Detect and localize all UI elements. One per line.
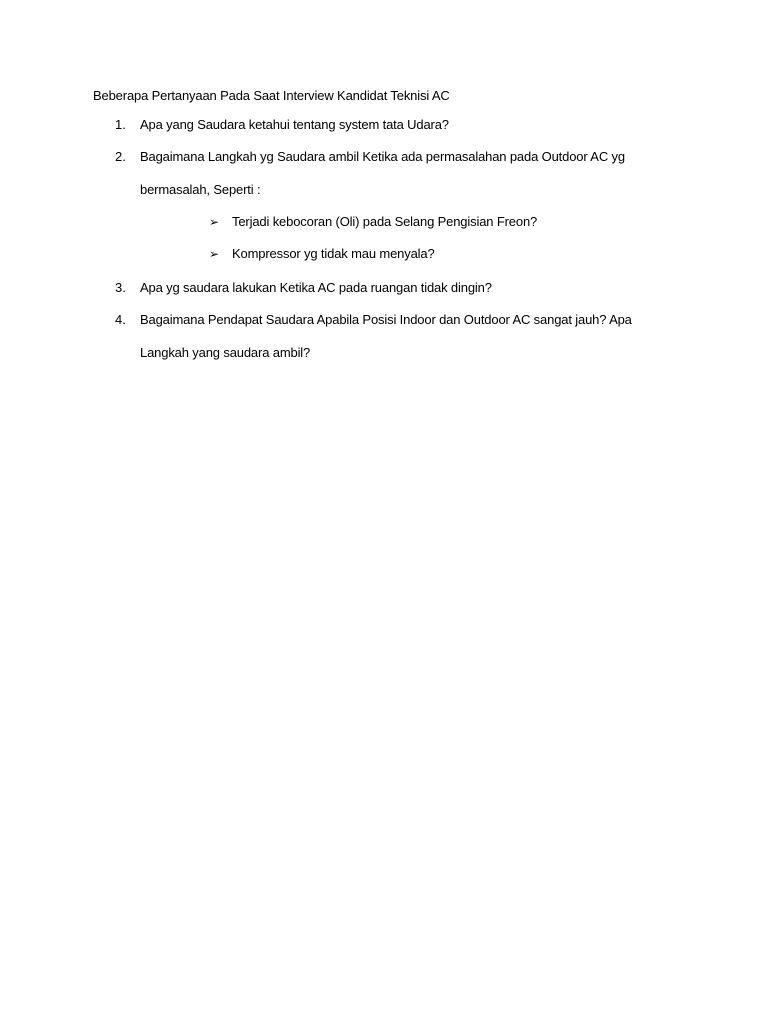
question-1-text: Apa yang Saudara ketahui tentang system tata Udara? (140, 117, 449, 132)
arrowhead-bullet-icon: ➢ (209, 215, 220, 229)
question-4-text-line-1: Bagaimana Pendapat Saudara Apabila Posisi Indoor dan Outdoor AC sangat jauh? Apa (140, 312, 632, 327)
question-2-text-line-2: bermasalah, Seperti : (140, 182, 261, 197)
sub-item-2-text: Kompressor yg tidak mau menyala? (232, 246, 435, 261)
question-4-number: 4. (115, 312, 126, 327)
question-2-text-line-1: Bagaimana Langkah yg Saudara ambil Ketika ada permasalahan pada Outdoor AC yg (140, 149, 625, 164)
document-title: Beberapa Pertanyaan Pada Saat Interview Kandidat Teknisi AC (93, 88, 450, 103)
question-3-number: 3. (115, 280, 126, 295)
question-1-number: 1. (115, 117, 126, 132)
question-2-number: 2. (115, 149, 126, 164)
question-3-text: Apa yg saudara lakukan Ketika AC pada ruangan tidak dingin? (140, 280, 492, 295)
question-4-text-line-2: Langkah yang saudara ambil? (140, 345, 311, 360)
arrowhead-bullet-icon: ➢ (209, 247, 220, 261)
sub-item-1-text: Terjadi kebocoran (Oli) pada Selang Pengisian Freon? (232, 214, 538, 229)
